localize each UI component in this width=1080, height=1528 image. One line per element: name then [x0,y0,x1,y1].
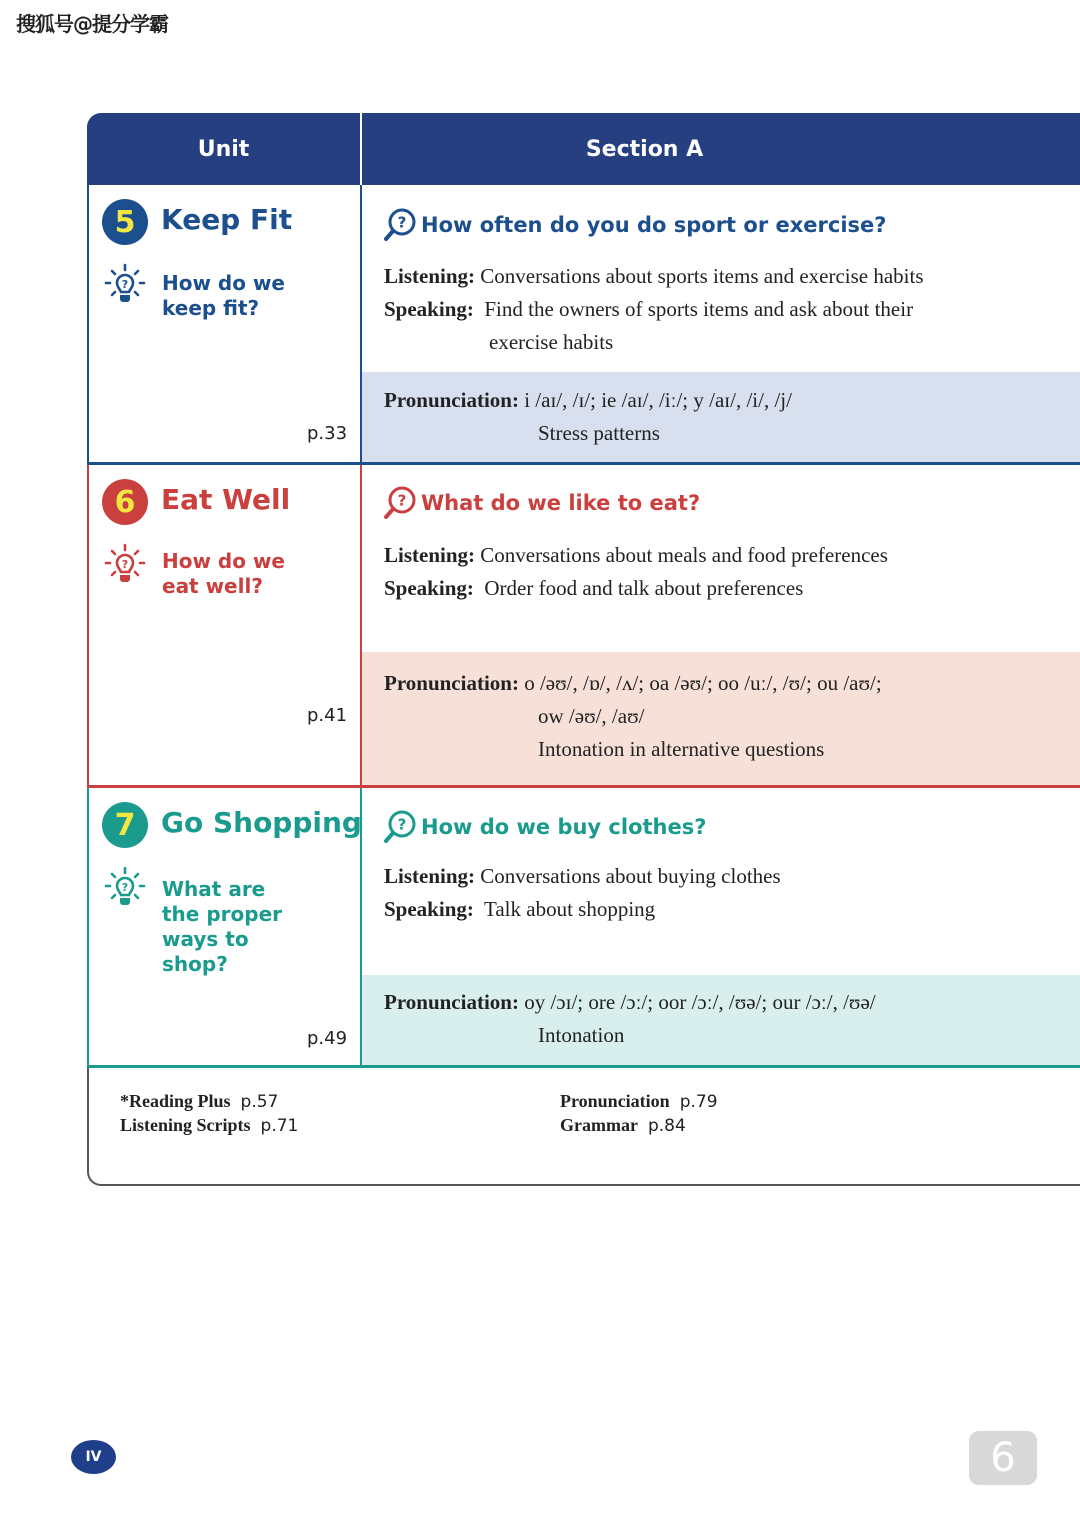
appendix-item[interactable]: Pronunciation p.79 [560,1091,718,1112]
magnifier-question-icon [383,207,417,243]
pronunciation-label: Pronunciation: [384,388,519,412]
unit-title: Keep Fit [161,203,293,236]
pronunciation-label: Pronunciation: [384,990,519,1014]
unit-big-question: How do we keep fit? [162,271,285,320]
speaking-label: Speaking: [384,297,474,321]
lightbulb-question-icon [104,543,146,587]
speaking-text-cont: exercise habits [489,330,614,354]
speaking-text: Talk about shopping [484,897,656,921]
skills [384,860,781,926]
unit-title: Eat Well [161,483,291,516]
pronunciation-line: ow /əʊ/, /aʊ/ [538,704,645,728]
table-header [87,113,1080,185]
appendix-item[interactable]: Listening Scripts p.71 [120,1115,299,1136]
pronunciation-label: Pronunciation: [384,671,519,695]
section-question-text: How do we buy clothes? [421,815,707,839]
unit-big-question: What are the proper ways to shop? [162,877,282,976]
listening-text: Conversations about sports items and exercise habits [480,264,924,288]
corner-logo: 6 [969,1431,1037,1485]
pronunciation [384,986,876,1052]
pronunciation-line: oy /ɔɪ/; ore /ɔː/; oor /ɔː/, /ʊə/; our /ɔː/, /ʊə/ [524,990,876,1014]
speaking-label: Speaking: [384,576,474,600]
header-section-a: Section A [585,136,704,162]
skills [384,260,924,359]
pronunciation [384,384,792,450]
listening-label: Listening: [384,864,476,888]
skills [384,539,888,605]
speaking-label: Speaking: [384,897,474,921]
appendix-box [87,1068,1080,1186]
pronunciation-line: Intonation in alternative questions [538,737,825,761]
listening-label: Listening: [384,264,476,288]
lightbulb-question-icon [104,263,146,307]
speaking-text: Find the owners of sports items and ask about their [484,297,914,321]
appendix-item[interactable]: *Reading Plus p.57 [120,1091,279,1112]
section-question [383,809,706,845]
unit-title: Go Shopping [161,806,362,839]
lightbulb-question-icon [104,866,146,910]
magnifier-question-icon [383,809,417,845]
unit-big-question: How do we eat well? [162,549,285,598]
pronunciation-line: i /aɪ/, /ɪ/; ie /aɪ/, /iː/; y /aɪ/, /i/, /j/ [524,388,792,412]
section-question-text: How often do you do sport or exercise? [421,213,887,237]
pronunciation-line: Stress patterns [538,421,660,445]
speaking-text: Order food and talk about preferences [484,576,804,600]
pronunciation-line: Intonation [538,1023,625,1047]
unit-6-row [87,465,1080,788]
watermark: 搜狐号@提分学霸 [16,12,168,36]
section-question [383,207,886,243]
header-unit: Unit [197,136,250,162]
unit-number-badge: 5 [102,199,148,245]
section-question-text: What do we like to eat? [421,491,701,515]
unit-page[interactable]: p.33 [307,423,348,444]
magnifier-question-icon [383,485,417,521]
unit-5-row [87,185,1080,465]
unit-number-badge: 6 [102,479,148,525]
listening-label: Listening: [384,543,476,567]
pronunciation [384,667,882,766]
listening-text: Conversations about buying clothes [480,864,781,888]
listening-text: Conversations about meals and food preferences [480,543,888,567]
unit-7-row [87,788,1080,1068]
unit-page[interactable]: p.41 [307,705,348,726]
appendix-item[interactable]: Grammar p.84 [560,1115,686,1136]
page-number-badge: IV [71,1440,116,1474]
pronunciation-line: o /əʊ/, /ɒ/, /ʌ/; oa /əʊ/; oo /uː/, /ʊ/; ou /aʊ/; [524,671,882,695]
unit-number-badge: 7 [102,802,148,848]
section-question [383,485,700,521]
unit-page[interactable]: p.49 [307,1028,348,1049]
